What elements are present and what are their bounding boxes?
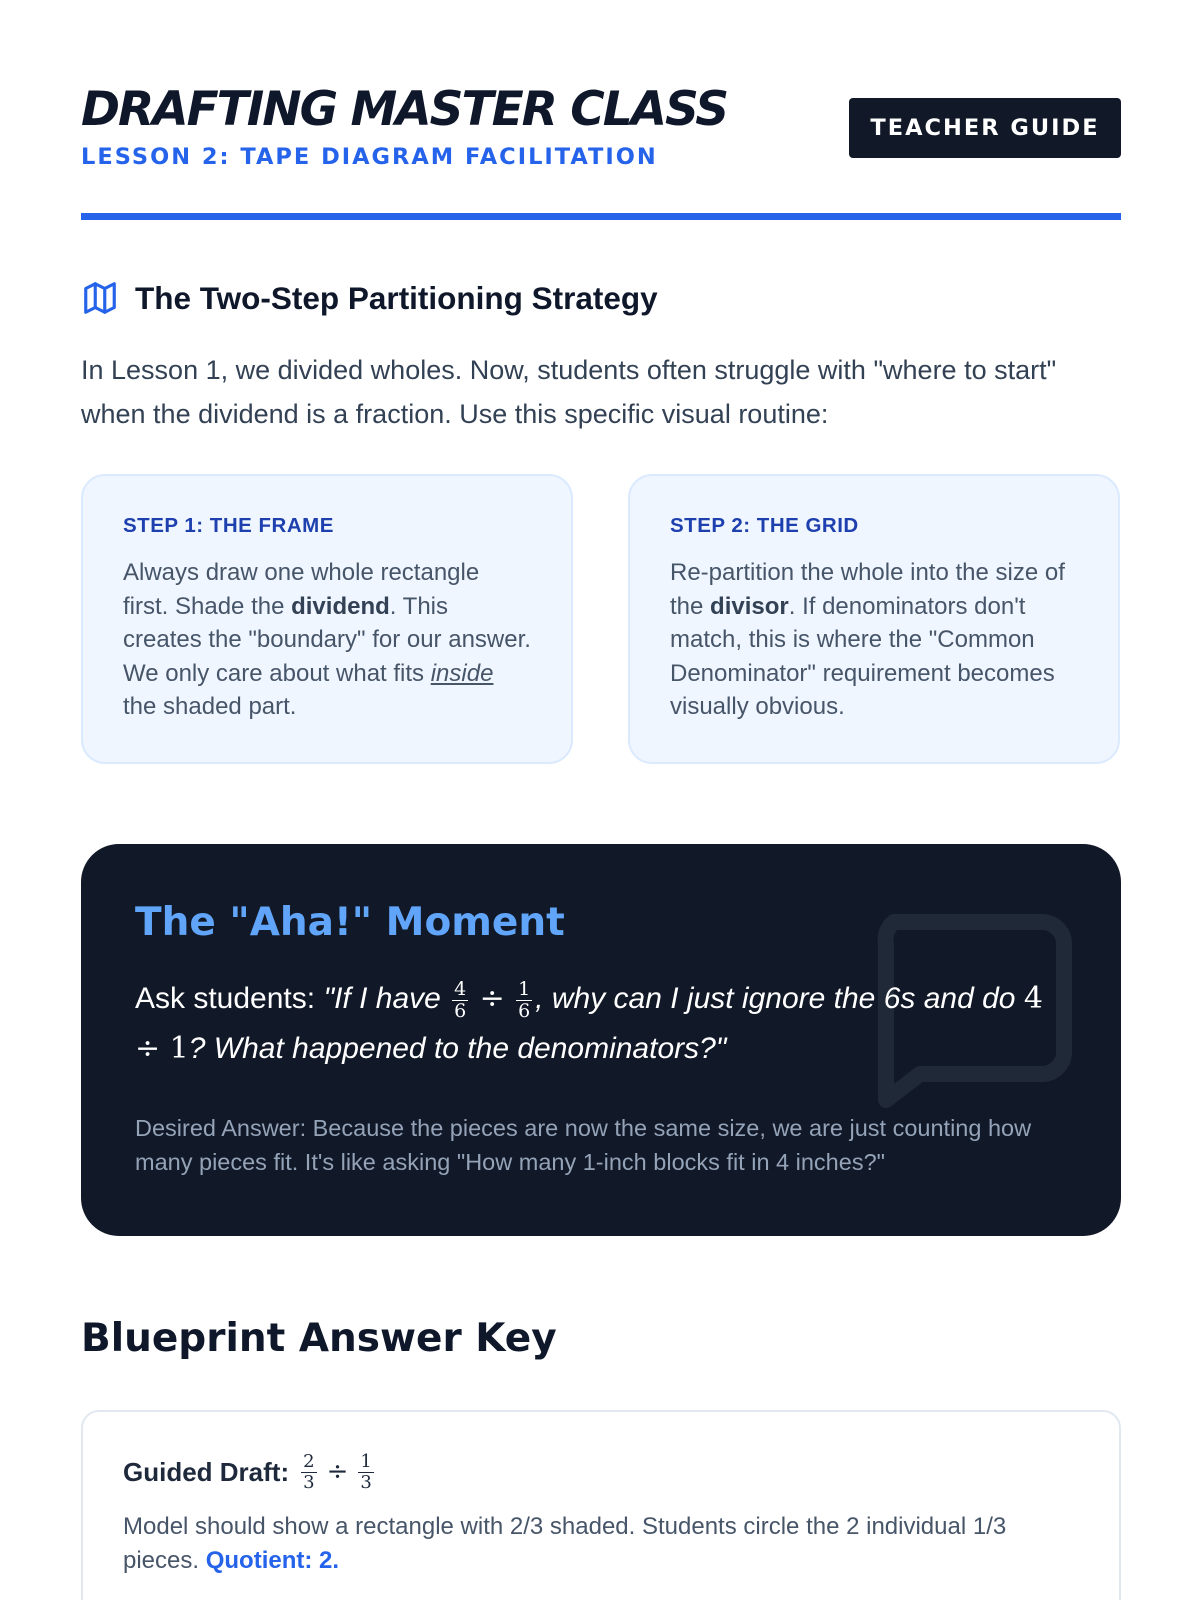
answer-key-title: Blueprint Answer Key — [81, 1316, 557, 1361]
header-divider — [81, 213, 1121, 220]
fraction — [516, 979, 532, 1022]
denominator: 6 — [454, 999, 467, 1022]
ask-label: Ask students: — [135, 982, 324, 1015]
denominator: 6 — [518, 999, 531, 1022]
fraction — [301, 1452, 316, 1493]
aha-moment-panel — [81, 844, 1121, 1236]
question-text: "If I have — [323, 982, 450, 1015]
quotient: Quotient: 2. — [205, 1546, 340, 1574]
page-header — [81, 82, 1121, 222]
numerator: 1 — [518, 977, 531, 1000]
desired-answer: Desired Answer: Because the pieces are now the same size, we are just counting how many pieces fit. It's like asking "How many 1-inch blocks fit in 4 inches?" — [135, 1115, 1032, 1175]
step-bold-term: divisor — [710, 592, 789, 620]
fraction — [358, 1452, 373, 1493]
section-title: The Two-Step Partitioning Strategy — [135, 279, 658, 316]
lesson-subtitle: LESSON 2: TAPE DIAGRAM FACILITATION — [81, 144, 658, 170]
draft-label: Guided Draft: — [123, 1456, 290, 1487]
guided-draft-heading — [123, 1446, 1079, 1498]
strategy-heading — [81, 276, 658, 320]
numerator: 4 — [454, 977, 467, 1000]
step-emphasis: inside — [430, 659, 494, 687]
divide-sign: ÷ — [326, 1457, 349, 1487]
step-text-part: . This creates the "boundary" for our answer. We only care about what fits — [123, 592, 531, 687]
numerator: 1 — [360, 1450, 372, 1472]
step-label: STEP 1: THE FRAME — [123, 514, 334, 537]
numerator: 2 — [303, 1450, 315, 1472]
step-bold-term: dividend — [291, 592, 390, 620]
aha-question — [135, 974, 1055, 1074]
step-text-part: Re-partition the whole into the size of the — [670, 559, 1065, 620]
step-text-part: the shaded part. — [123, 693, 297, 720]
denominator: 3 — [360, 1471, 372, 1493]
math-expression: 4 ÷ 1 — [135, 981, 1043, 1066]
guided-draft-text — [123, 1510, 1083, 1577]
step-card-grid — [628, 474, 1120, 764]
aha-title: The "Aha!" Moment — [135, 900, 565, 945]
map-icon — [81, 279, 119, 317]
intro-paragraph: In Lesson 1, we divided wholes. Now, students often struggle with "where to start" when the dividend is a fraction. Use this specific visual routine: — [81, 355, 1057, 429]
step-text-part: . If denominators don't match, this is where the "Common Denominator" requirement becomes visually obvious. — [670, 592, 1055, 720]
divide-sign: ÷ — [479, 981, 505, 1016]
denominator: 3 — [303, 1471, 315, 1493]
step-card-frame — [81, 474, 573, 764]
draft-explanation: Model should show a rectangle with 2/3 shaded. Students circle the 2 individual 1/3 pieces. — [123, 1513, 1007, 1574]
step-label: STEP 2: THE GRID — [670, 514, 859, 537]
question-text: , why can I just ignore the 6s and do — [535, 982, 1024, 1015]
fraction — [452, 979, 468, 1022]
guided-draft-card — [81, 1410, 1121, 1600]
step-text — [670, 556, 1078, 724]
question-text: ? What happened to the denominators?" — [188, 1032, 727, 1065]
teacher-guide-button[interactable]: TEACHER GUIDE — [849, 98, 1121, 158]
step-text — [123, 556, 531, 724]
page-title: DRAFTING MASTER CLASS — [81, 82, 728, 137]
step-text-part: Always draw one whole rectangle first. Shade the — [123, 559, 480, 620]
